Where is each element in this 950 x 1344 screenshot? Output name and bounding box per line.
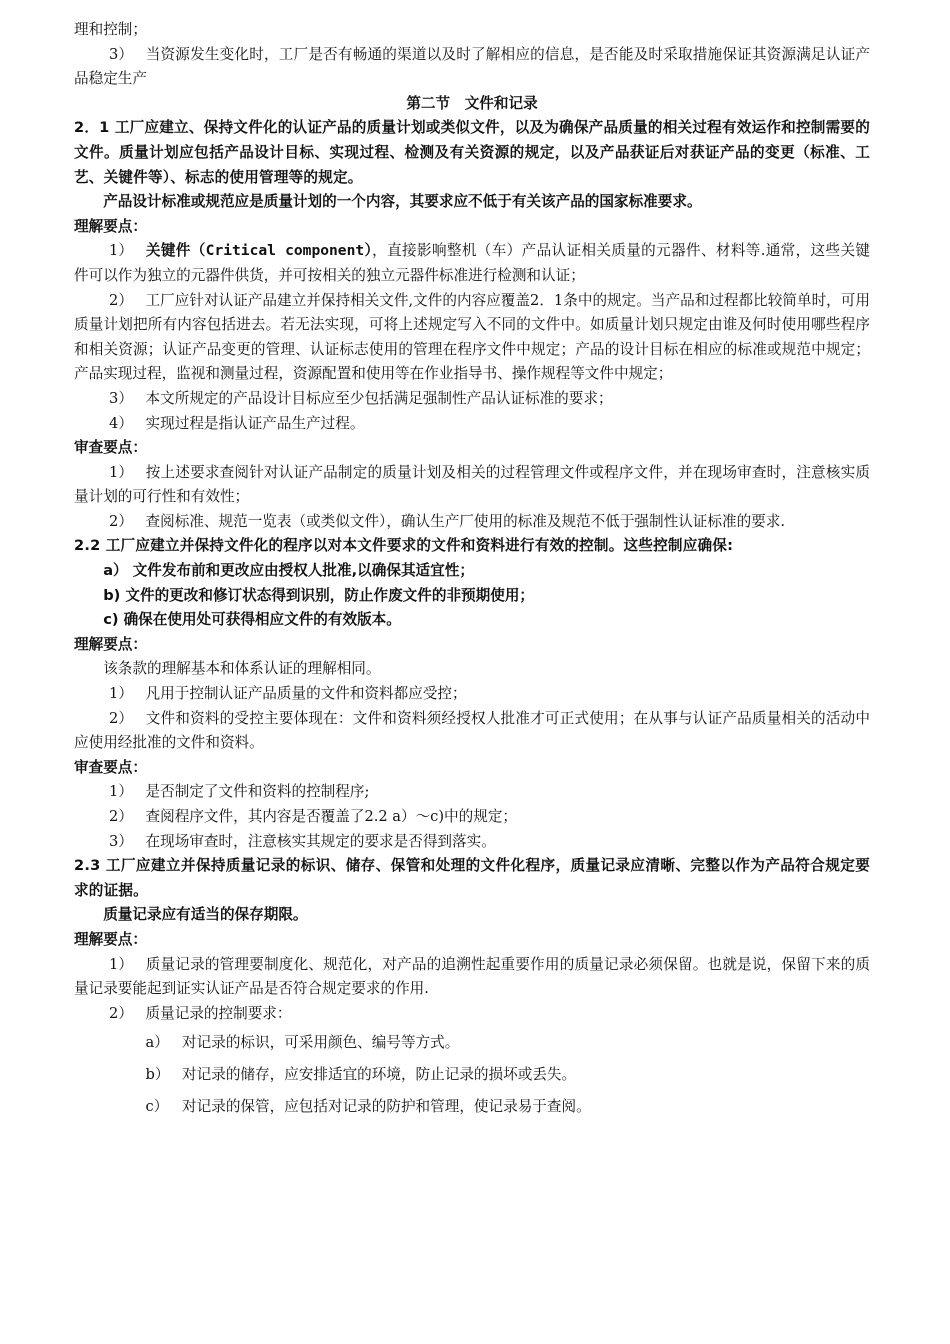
understanding-title: 理解要点： — [74, 635, 147, 653]
item-text: 在现场审查时，注意核实其规定的要求是否得到落实。 — [145, 832, 496, 850]
item-number: 2） — [109, 709, 133, 727]
list-item — [74, 510, 870, 535]
list-item — [74, 461, 870, 510]
item-number: 2） — [109, 291, 133, 309]
item-number: c） — [145, 1098, 169, 1116]
item-number: 1） — [109, 783, 133, 801]
item-number: b） — [145, 1066, 170, 1084]
list-item — [74, 43, 870, 92]
item-text: 文件和资料的受控主要体现在：文件和资料须经授权人批准才可正式使用；在从事与认证产品质量相关的活动中应使用经批准的文件和资料。 — [74, 709, 870, 752]
understanding-title: 理解要点： — [74, 217, 147, 235]
item-text: 对记录的标识，可采用颜色、编号等方式。 — [182, 1034, 460, 1052]
item-text: 按上述要求查阅针对认证产品制定的质量计划及相关的过程管理文件或程序文件，并在现场审查时，注意核实质量计划的可行性和有效性； — [74, 463, 870, 506]
item-text: 质量记录的管理要制度化、规范化，对产品的追溯性起重要作用的质量记录必须保留。也就是说，保留下来的质量记录要能起到证实认证产品是否符合规定要求的作用. — [74, 955, 870, 998]
item-text: ，直接影响整机（车）产品认证相关质量的元器件、材料等.通常，这些关键件可以作为独立的元器件供货，并可按相关的独立元器件标准进行检测和认证； — [74, 242, 870, 284]
item-text: 本文所规定的产品设计目标应至少包括满足强制性产品认证标准的要求； — [145, 389, 613, 407]
item-text: 实现过程是指认证产品生产过程。 — [145, 414, 365, 432]
item-text: 对记录的保管，应包括对记录的防护和管理，使记录易于查阅。 — [182, 1098, 591, 1116]
item-text: 工厂应针对认证产品建立并保持相关文件,文件的内容应覆盖2．1条中的规定。当产品和过程都比较简单时，可用质量计划把所有内容包括进去。若无法实现，可将上述规定写入不同的文件中。如质量计划只规定由谁及何时使用哪些程序和相关资源；认证产品变更的管理、认证标志使用的管理在程序文件中规定；产品的设计目标在相应的标准或规范中规定；产品实现过程，监视和测量过程，资源配置和使用等在作业指导书、操作规程等文件中规定； — [74, 291, 870, 383]
list-item — [74, 239, 870, 288]
item-number: 1） — [109, 463, 133, 481]
item-number: 1） — [109, 242, 133, 260]
item-number: 3） — [109, 389, 133, 407]
clause-2-2-c: c) 确保在使用处可获得相应文件的有效版本。 — [103, 611, 401, 629]
item-text: 查阅程序文件，其内容是否覆盖了2.2 a）～c)中的规定； — [145, 808, 518, 825]
item-text: 质量记录的控制要求： — [145, 1004, 292, 1022]
audit-title: 审查要点： — [74, 439, 147, 457]
sub-item — [74, 1028, 870, 1058]
list-item — [74, 780, 870, 805]
item-number: 1） — [109, 955, 133, 973]
clause-2-1-note: 产品设计标准或规范应是质量计划的一个内容，其要求应不低于有关该产品的国家标准要求。 — [103, 193, 702, 211]
clause-2-2-b: b) 文件的更改和修订状态得到识别，防止作废文件的非预期使用； — [103, 586, 535, 604]
item-number: a） — [145, 1034, 169, 1052]
clause-2-2-a: a） 文件发布前和更改应由授权人批准,以确保其适宜性； — [103, 562, 474, 580]
list-item — [74, 953, 870, 1002]
list-item — [74, 682, 870, 707]
item-bold-term: 关键件（Critical component） — [145, 242, 373, 260]
item-number: 1） — [109, 685, 133, 703]
item-number: 2） — [109, 512, 133, 530]
text-line: 该条款的理解基本和体系认证的理解相同。 — [103, 660, 381, 678]
list-item — [74, 830, 870, 855]
audit-title: 审查要点： — [74, 758, 147, 776]
list-item — [74, 1002, 870, 1027]
item-text: 当资源发生变化时，工厂是否有畅通的渠道以及时了解相应的信息，是否能及时采取措施保证其资源满足认证产品稳定生产 — [74, 45, 870, 88]
list-item — [74, 289, 870, 387]
understanding-title: 理解要点： — [74, 930, 147, 948]
list-item — [74, 707, 870, 756]
text-line: 理和控制； — [74, 21, 147, 38]
clause-2-2: 2.2 工厂应建立并保持文件化的程序以对本文件要求的文件和资料进行有效的控制。这些控制应确保: — [74, 537, 734, 555]
item-number: 2） — [109, 808, 133, 825]
list-item — [74, 805, 870, 830]
section-heading: 第二节 文件和记录 — [406, 94, 538, 112]
clause-2-1: 2．1 工厂应建立、保持文件化的认证产品的质量计划或类似文件，以及为确保产品质量的相关过程有效运作和控制需要的文件。质量计划应包括产品设计目标、实现过程、检测及有关资源的规定，以及产品获证后对获证产品的变更（标准、工艺、关键件等）、标志的使用管理等的规定。 — [74, 119, 870, 186]
item-text: 凡用于控制认证产品质量的文件和资料都应受控； — [145, 685, 467, 703]
item-text: 查阅标准、规范一览表（或类似文件），确认生产厂使用的标准及规范不低于强制性认证标准的要求. — [145, 512, 785, 530]
clause-2-3-note: 质量记录应有适当的保存期限。 — [103, 906, 308, 924]
item-number: 3） — [109, 832, 133, 850]
sub-item — [74, 1060, 870, 1090]
clause-2-3: 2.3 工厂应建立并保持质量记录的标识、储存、保管和处理的文件化程序，质量记录应清晰、完整以作为产品符合规定要求的证据。 — [74, 857, 870, 899]
item-number: 2） — [109, 1004, 133, 1022]
item-number: 4） — [109, 414, 133, 432]
sub-item — [74, 1092, 870, 1122]
item-number: 3） — [109, 45, 133, 63]
item-text: 对记录的储存，应安排适宜的环境，防止记录的损坏或丢失。 — [182, 1066, 577, 1084]
list-item — [74, 412, 870, 437]
list-item — [74, 387, 870, 412]
item-text: 是否制定了文件和资料的控制程序; — [145, 783, 370, 801]
